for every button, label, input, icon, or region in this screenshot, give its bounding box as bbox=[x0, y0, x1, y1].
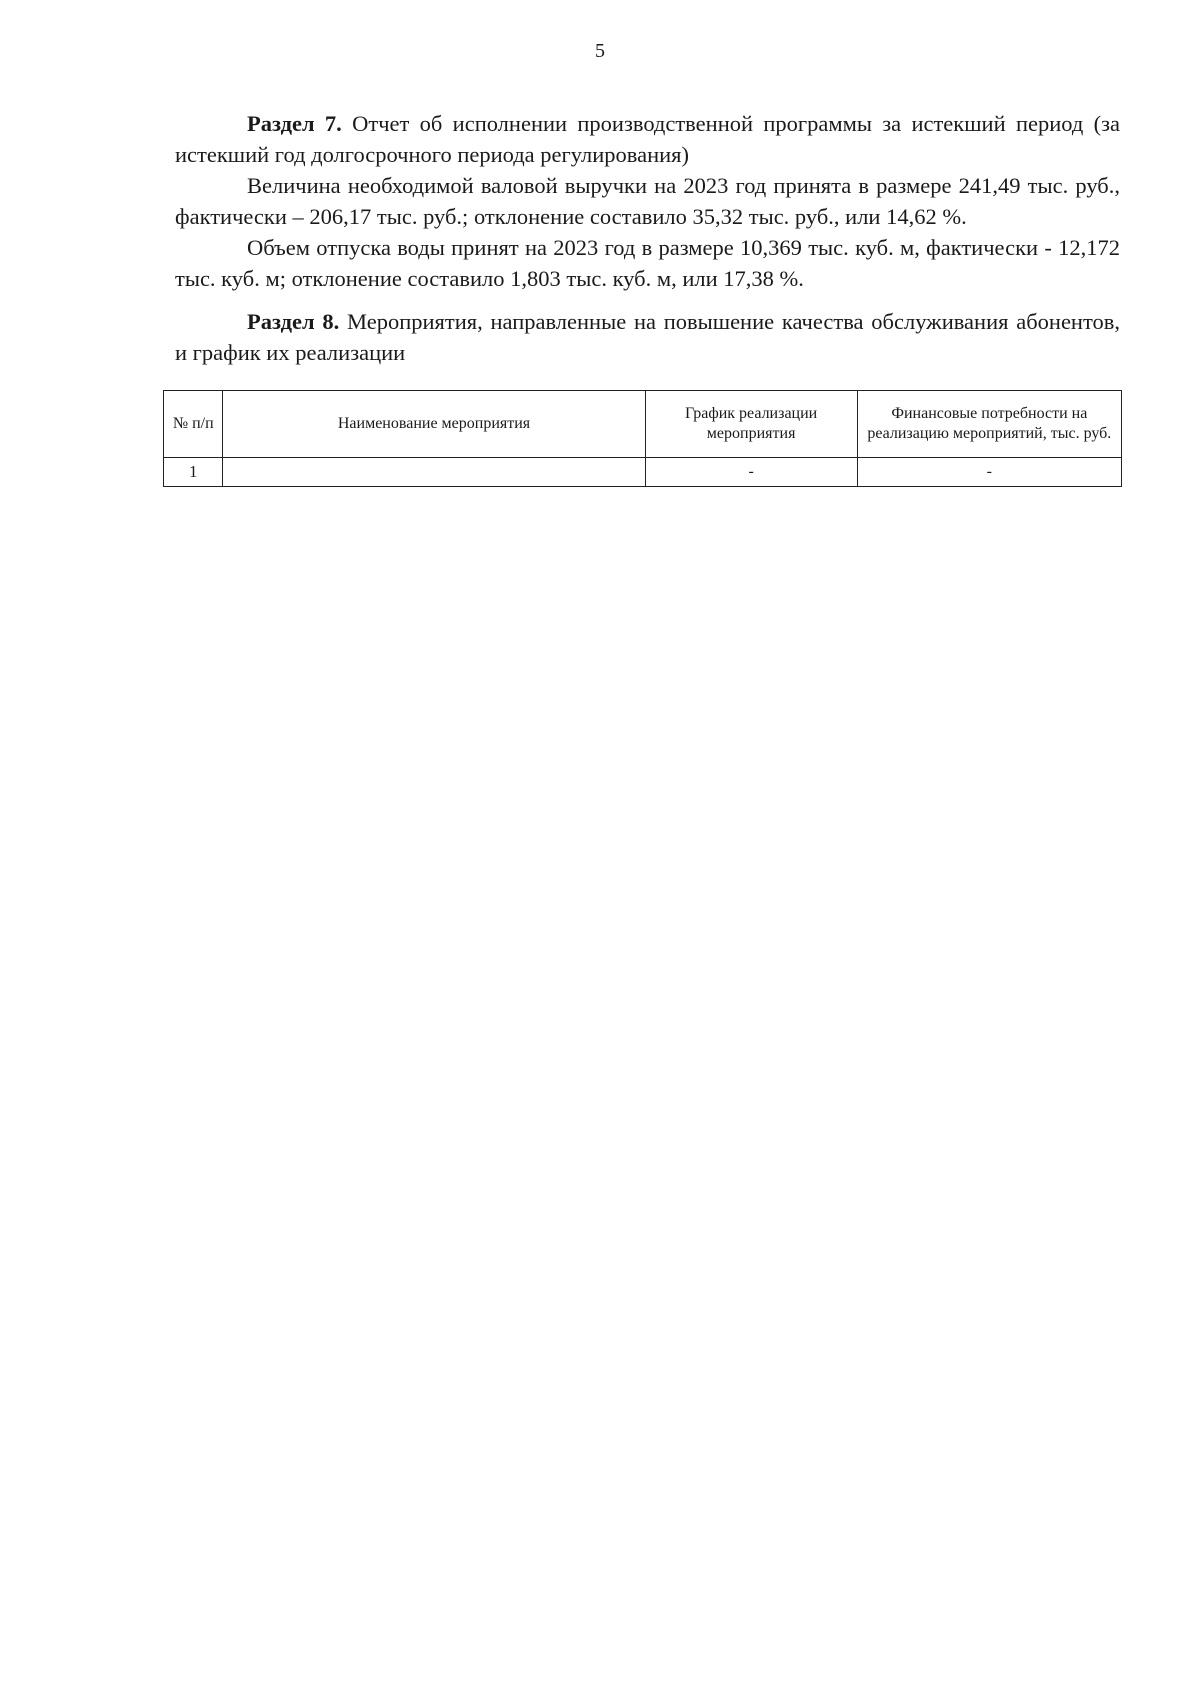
measures-table bbox=[163, 390, 1122, 487]
page-number: 5 bbox=[595, 40, 605, 62]
section-7-title bbox=[175, 108, 1120, 170]
section-7-heading: Раздел 7. bbox=[247, 111, 342, 136]
measures-table-wrapper bbox=[163, 390, 1122, 487]
section-7-revenue-paragraph: Величина необходимой валовой выручки на 2023 год принята в размере 241,49 тыс. руб., фактически – 206,17 тыс. руб.; отклонение составило 35,32 тыс. руб., или 14,62 %. bbox=[175, 173, 1120, 229]
section-7 bbox=[175, 108, 1120, 294]
header-name: Наименование мероприятия bbox=[223, 391, 645, 458]
cell-schedule: - bbox=[645, 458, 857, 487]
section-7-title-text: Отчет об исполнении производственной программы за истекший период (за истекший год долгосрочного периода регулирования) bbox=[175, 111, 1120, 167]
section-7-water-paragraph: Объем отпуска воды принят на 2023 год в размере 10,369 тыс. куб. м, фактически - 12,172 тыс. куб. м; отклонение составило 1,803 тыс. куб. м, или 17,38 %. bbox=[175, 235, 1120, 291]
cell-name bbox=[223, 458, 645, 487]
header-num: № п/п bbox=[164, 391, 223, 458]
header-schedule: График реализации мероприятия bbox=[645, 391, 857, 458]
section-8-title-text: Мероприятия, направленные на повышение качества обслуживания абонентов, и график их реализации bbox=[175, 309, 1121, 365]
cell-finance: - bbox=[857, 458, 1121, 487]
section-8-heading: Раздел 8. bbox=[247, 309, 340, 334]
section-8 bbox=[175, 306, 1120, 368]
table-header-row bbox=[164, 391, 1122, 458]
header-finance: Финансовые потребности на реализацию мероприятий, тыс. руб. bbox=[857, 391, 1121, 458]
table-row bbox=[164, 458, 1122, 487]
cell-num: 1 bbox=[164, 458, 223, 487]
section-8-title bbox=[175, 306, 1120, 368]
